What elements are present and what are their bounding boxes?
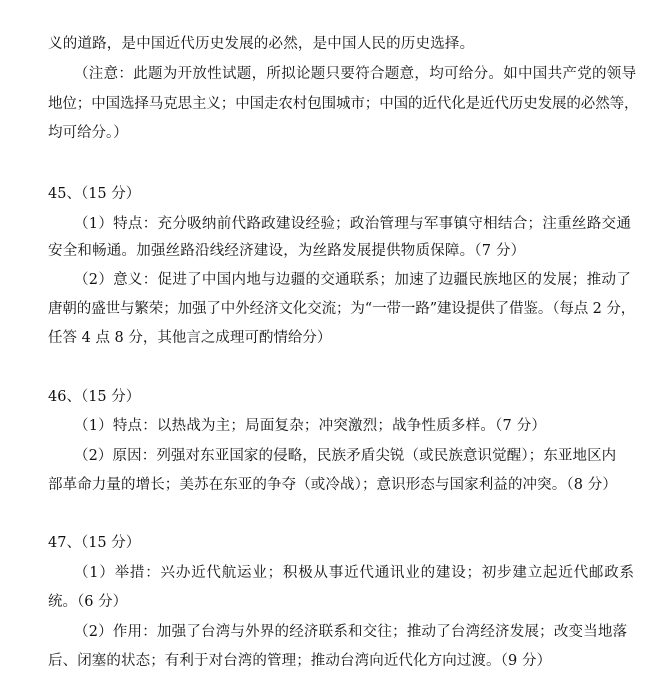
q47-part1-line2: 统。（6 分） <box>48 594 128 610</box>
q45-part2-line1: （2）意义：促进了中国内地与边疆的交通联系；加速了边疆民族地区的发展；推动了 <box>74 272 632 288</box>
q45-part2-line2: 唐朝的盛世与繁荣；加强了中外经济文化交流；为“一带一路”建设提供了借鉴。（每点 2 分， <box>48 301 636 317</box>
q46-part1-line1: （1）特点：以热战为主；局面复杂；冲突激烈；战争性质多样。（7 分） <box>74 418 547 434</box>
q46-part2-line2: 部革命力量的增长；美苏在东亚的争夺（或冷战）；意识形态与国家利益的冲突。（8 分） <box>48 477 617 493</box>
q46-part2-line1: （2）原因：列强对东亚国家的侵略，民族矛盾尖锐（或民族意识觉醒）；东亚地区内 <box>74 448 617 464</box>
q45-part1-line2: 安全和畅通。加强丝路沿线经济建设，为丝路发展提供物质保障。（7 分） <box>48 243 526 259</box>
intro-tail-line: 义的道路，是中国近代历史发展的必然，是中国人民的历史选择。 <box>48 36 475 52</box>
q47-part2-line1: （2）作用：加强了台湾与外界的经济联系和交往；推动了台湾经济发展；改变当地落 <box>74 624 628 640</box>
q45-part2-line3: 任答 4 点 8 分，其他言之成理可酌情给分） <box>48 330 332 346</box>
question-47-heading: 47、（15 分） <box>48 535 141 551</box>
q47-part1-line1: （1）举措：兴办近代航运业；积极从事近代通讯业的建设；初步建立起近代邮政系 <box>74 565 635 581</box>
q45-part1-line1: （1）特点：充分吸纳前代路政建设经验；政治管理与军事镇守相结合；注重丝路交通 <box>74 216 632 232</box>
question-45-heading: 45、（15 分） <box>48 186 141 202</box>
q47-part2-line2: 后、闭塞的状态；有利于对台湾的管理；推动台湾向近代化方向过渡。（9 分） <box>48 653 552 669</box>
note-line-2: 地位；中国选择马克思主义；中国走农村包围城市；中国的近代化是近代历史发展的必然等， <box>48 96 639 112</box>
question-46-heading: 46、（15 分） <box>48 389 141 405</box>
note-line-1: （注意：此题为开放性试题，所拟论题只要符合题意，均可给分。如中国共产党的领导 <box>74 66 637 82</box>
note-line-3: 均可给分。） <box>48 125 128 141</box>
